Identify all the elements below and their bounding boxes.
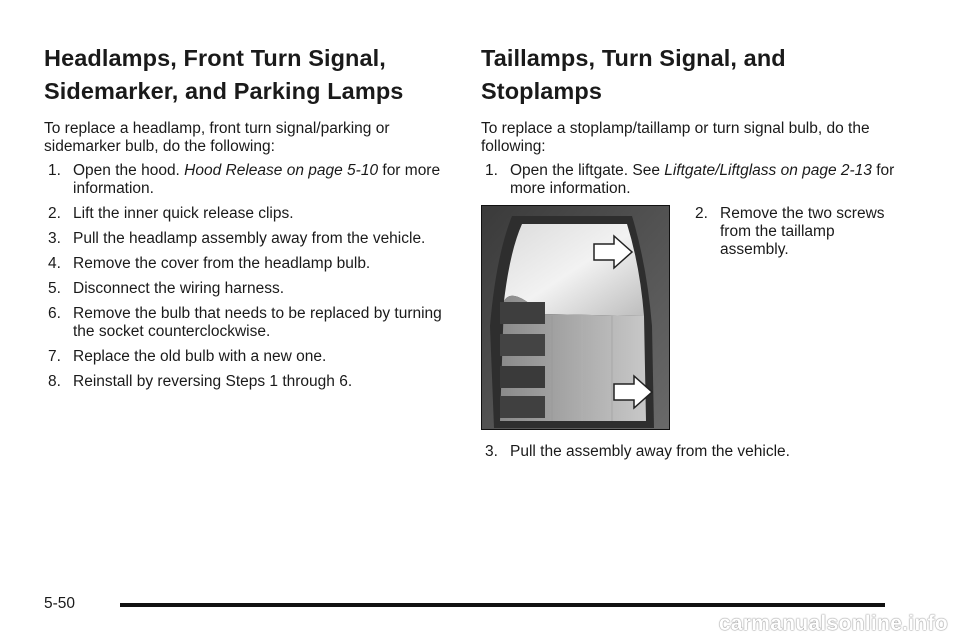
step-item: 3. Pull the assembly away from the vehicle. xyxy=(485,443,790,460)
step-item: 8. Reinstall by reversing Steps 1 through 6. xyxy=(48,373,353,390)
footer-rule xyxy=(120,603,885,607)
title-line-2: Stoplamps xyxy=(481,78,603,104)
step-item: 7. Replace the old bulb with a new one. xyxy=(48,348,327,365)
figure-row xyxy=(481,205,901,439)
step-item: 2. Lift the inner quick release clips. xyxy=(48,205,294,222)
taillamp-photo xyxy=(482,206,670,430)
step-item: 6. Remove the bulb that needs to be replaced by turning the socket counterclockwise. xyxy=(48,305,442,340)
step-item: 1. Open the liftgate. See Liftgate/Liftglass on page 2-13 for more information. xyxy=(485,162,895,197)
intro-text: To replace a headlamp, front turn signal/parking or sidemarker bulb, do the following: xyxy=(44,120,390,155)
page-reference-link[interactable]: Hood Release on page 5-10 xyxy=(184,162,379,179)
taillamp-assembly-image xyxy=(481,205,670,430)
section-title-headlamps xyxy=(44,42,454,108)
watermark: carmanualsonline.info xyxy=(718,612,948,635)
steps-list xyxy=(44,162,454,391)
title-line-1: Taillamps, Turn Signal, and xyxy=(481,45,786,71)
step-item: 2. Remove the two screws from the taillamp assembly. xyxy=(695,205,885,258)
page-number: 5-50 xyxy=(44,595,76,612)
steps-list xyxy=(691,205,891,259)
steps-list xyxy=(481,443,901,461)
section-title-taillamps xyxy=(481,42,901,108)
page-reference-link[interactable]: Liftgate/Liftglass on page 2-13 xyxy=(664,162,872,179)
section-headlamps xyxy=(44,42,454,398)
title-line-1: Headlamps, Front Turn Signal, xyxy=(44,45,386,71)
step-item: 4. Remove the cover from the headlamp bulb. xyxy=(48,255,371,272)
steps-list xyxy=(481,162,901,198)
step-item: 1. Open the hood. Hood Release on page 5-10 for more information. xyxy=(48,162,441,197)
title-line-2: Sidemarker, and Parking Lamps xyxy=(44,78,404,104)
intro-text: To replace a stoplamp/taillamp or turn signal bulb, do the following: xyxy=(481,120,870,155)
step-item: 3. Pull the headlamp assembly away from the vehicle. xyxy=(48,230,426,247)
section-taillamps xyxy=(481,42,901,468)
step-item: 5. Disconnect the wiring harness. xyxy=(48,280,285,297)
